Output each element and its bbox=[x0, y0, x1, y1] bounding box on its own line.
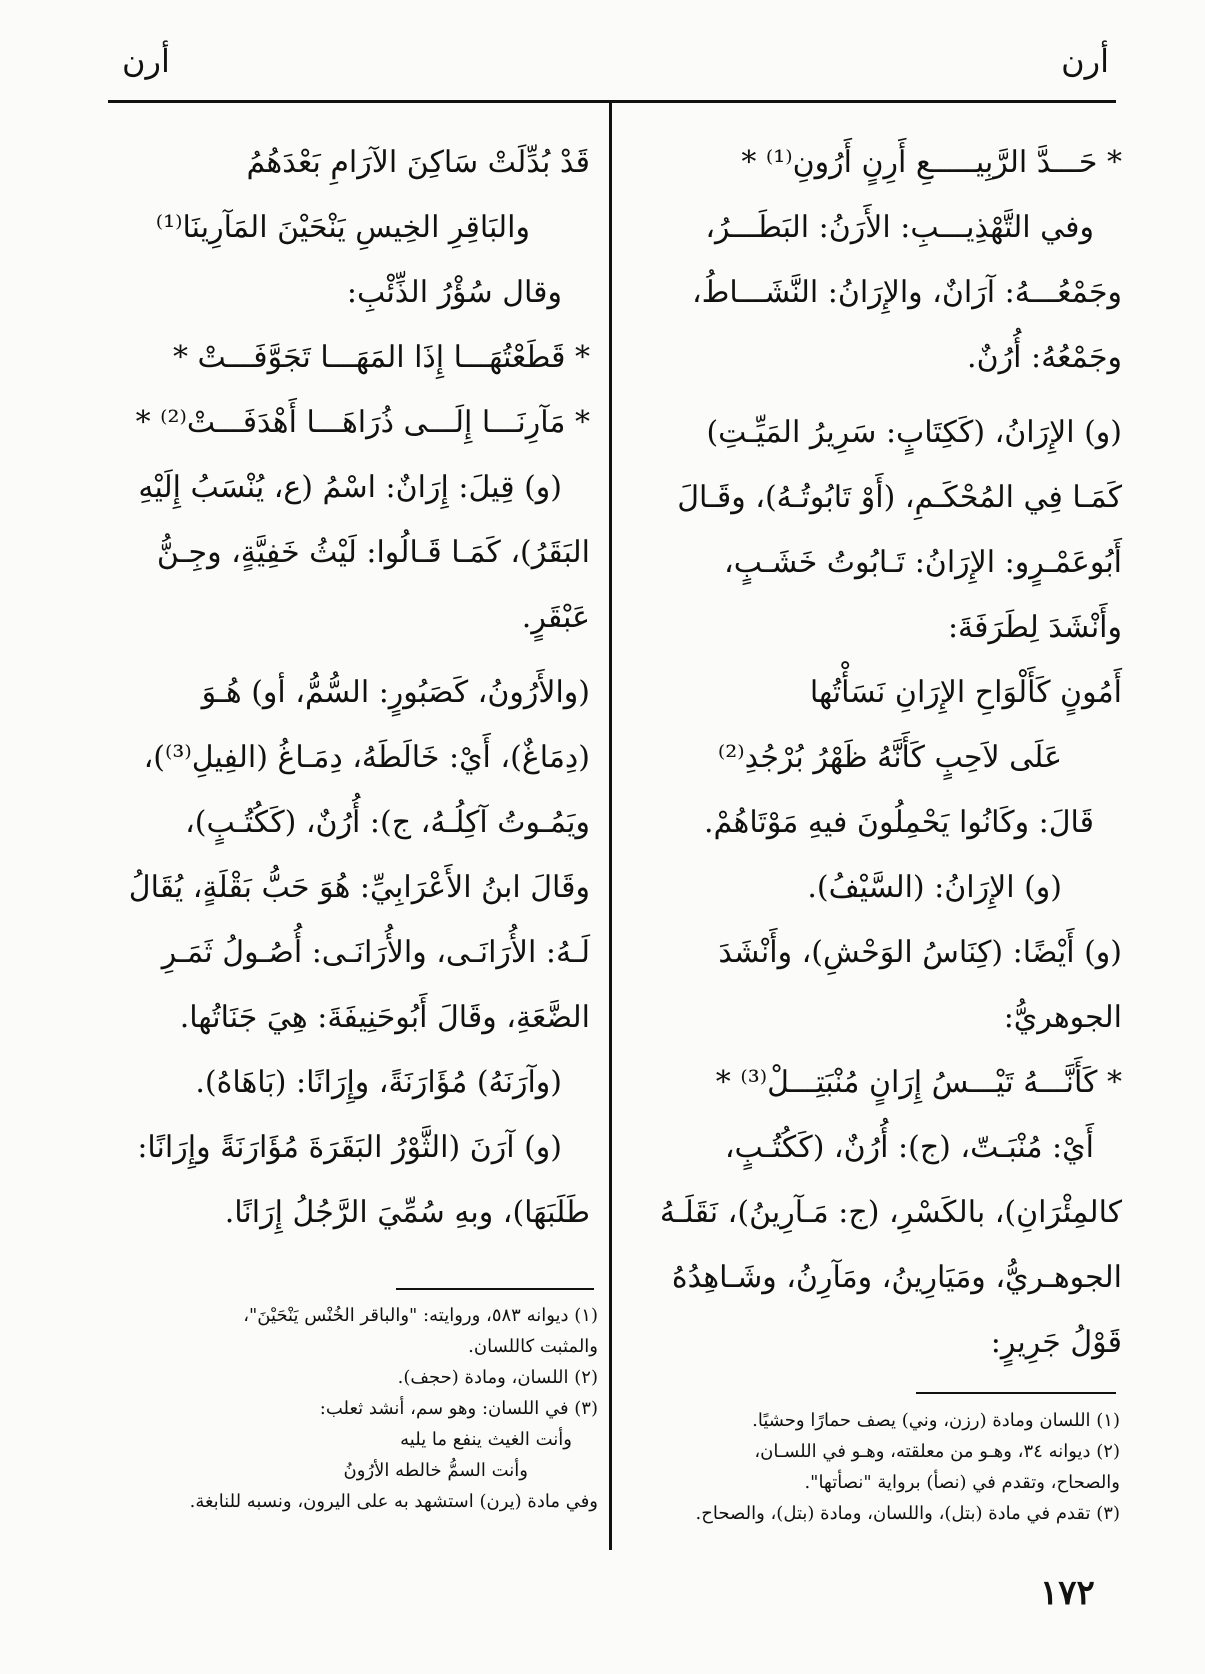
running-head-right: أرن bbox=[1061, 42, 1109, 80]
text-line: (و) الإِرَانُ، (كَكِتَابٍ: سَرِيرُ المَيِّـتِ) bbox=[706, 415, 1122, 450]
footnote: (٢) ديوانه ٣٤، وهـو من معلقته، وهـو في اللسـان، bbox=[754, 1441, 1120, 1462]
column-divider bbox=[609, 100, 612, 1550]
verse-line: أَمُونٍ كَأَلْوَاحِ الإِرَانِ نَسَأْتُها bbox=[809, 675, 1122, 710]
text-line: طَلَبَهَا)، وبهِ سُمِّيَ الرَّجُلُ إِرَانًا. bbox=[224, 1195, 590, 1230]
text-line: وقال سُؤْرُ الذِّئْبِ: bbox=[346, 275, 562, 310]
verse-line: * مَآرِنَـــا إِلَـــى ذُرَاهَـــا أَهْدَفَـــتْ⁽²⁾ * bbox=[135, 405, 590, 440]
text-line: الضَّعَةِ، وقَالَ أَبُوحَنِيفَةَ: هِيَ جَنَاتُها. bbox=[179, 1000, 590, 1035]
text-line: (و) قِيلَ: إِرَانٌ: اسْمُ (ع، يُنْسَبُ إِلَيْهِ bbox=[138, 470, 562, 505]
text-line: وفي التَّهْذِيـــبِ: الأَرَنُ: البَطَـــرُ، bbox=[705, 210, 1094, 245]
text-line: كَمَـا فِي المُحْكَـمِ، (أَوْ تَابُوتُـهُ)، وقَـالَ bbox=[677, 480, 1122, 515]
text-line: الجوهـريُّ، ومَيَارِينُ، ومَآرِنُ، وشَـاهِدُهُ bbox=[671, 1260, 1122, 1295]
text-line: أَيْ: مُنْبَـتّ، (ج): أُرُنٌ، (كَكُتُـبٍ، bbox=[724, 1130, 1094, 1165]
footnote-rule-left bbox=[396, 1288, 594, 1290]
footnote: (٣) في اللسان: وهو سم، أنشد ثعلب: bbox=[319, 1398, 598, 1419]
running-head-left: أرن bbox=[122, 42, 170, 80]
text-line: عَبْقَرٍ. bbox=[521, 600, 590, 635]
page-number: ١٧٢ bbox=[1040, 1573, 1095, 1613]
text-line: أَبُوعَمْـرٍو: الإِرَانُ: تَـابُوتُ خَشَـبٍ، bbox=[724, 545, 1122, 580]
verse-line: * قَطَعْتُهَـــا إِذَا المَهَـــا تَجَوَّفَـــتْ * bbox=[172, 340, 590, 375]
footnotes-right bbox=[640, 1405, 1120, 1529]
footnote-verse: وأنت الغيث ينفع ما يليه bbox=[400, 1429, 572, 1450]
right-column bbox=[652, 130, 1122, 1375]
header-rule bbox=[108, 100, 1116, 103]
left-column bbox=[112, 130, 590, 1245]
text-line: لَـهُ: الأُرَانَـى، والأُرَانَـى: أُصُـولُ ثَمَـرِ bbox=[161, 935, 590, 970]
text-line: كالمِئْرَانِ)، بالكَسْرِ، (ج: مَـآرِينُ)، نَقَلَـهُ bbox=[659, 1195, 1122, 1230]
text-line: وجَمْعُهُ: أُرُنٌ. bbox=[967, 340, 1122, 375]
text-line: البَقَرُ)، كَمَـا قَـالُوا: لَيْثُ خَفِيَّةٍ، وجِـنُّ bbox=[156, 535, 590, 570]
footnote: (٣) تقدم في مادة (بتل)، واللسان، ومادة (بتل)، والصحاح. bbox=[695, 1503, 1120, 1524]
text-line: قَالَ: وكَانُوا يَحْمِلُونَ فيهِ مَوْتَاهُمْ. bbox=[704, 805, 1094, 840]
footnote: (١) ديوانه ٥٨٣، وروايته: "والباقر الخُنْس يَنْحَيْنَ"، bbox=[243, 1305, 598, 1326]
text-line: (وآرَنَهُ) مُؤَارَنَةً، وإِرَانًا: (بَاهَاهُ). bbox=[195, 1065, 562, 1100]
text-line: (و) أَيْضًا: (كِنَاسُ الوَحْشِ)، وأَنْشَدَ bbox=[718, 935, 1122, 970]
footnote: والصحاح، وتقدم في (نصأ) برواية "نصأتها". bbox=[804, 1472, 1120, 1493]
text-line: وأَنْشَدَ لِطَرَفَةَ: bbox=[947, 610, 1122, 645]
footnote: والمثبت كاللسان. bbox=[468, 1336, 598, 1357]
text-line: وجَمْعُـــهُ: آرَانٌ، والإِرَانُ: النَّشَـــاطُ، bbox=[691, 275, 1122, 310]
text-line: ويَمُـوتُ آكِلُـهُ، ج): أُرُنٌ، (كَكُتُـبٍ)، bbox=[185, 805, 590, 840]
footnote: (١) اللسان ومادة (رزن، وني) يصف حمارًا وحشيًا. bbox=[752, 1410, 1120, 1431]
verse-line: قَدْ بُدِّلَتْ سَاكِنَ الآرَامِ بَعْدَهُمُ bbox=[246, 145, 590, 180]
verse-line: عَلَى لاَحِبٍ كَأَنَّهُ ظَهْرُ بُرْجُدِ⁽²⁾ bbox=[717, 740, 1062, 775]
verse-line: * كَأَنَّـــهُ تَيْـــسُ إِرَانٍ مُنْبَتِـــلْ⁽³⁾ * bbox=[715, 1065, 1122, 1100]
text-line: (والأَرُونُ، كَصَبُورٍ: السُّمُّ، أو) هُـوَ bbox=[201, 675, 590, 710]
footnotes-left bbox=[106, 1300, 598, 1517]
verse-line: * حَـــدَّ الرَّبِيـــــعِ أَرِنٍ أَرُونِ⁽¹⁾ * bbox=[741, 145, 1122, 180]
text-line: (و) آرَنَ (الثَّوْرُ البَقَرَةَ مُؤَارَنَةً وإِرَانًا: bbox=[137, 1130, 562, 1165]
text-line: وقَالَ ابنُ الأَعْرَابِيِّ: هُوَ حَبُّ بَقْلَةٍ، يُقَالُ bbox=[128, 870, 590, 905]
text-line: (و) الإِرَانُ: (السَّيْفُ). bbox=[807, 870, 1062, 905]
text-line: الجوهريُّ: bbox=[1003, 1000, 1122, 1035]
verse-line: والبَاقِرِ الخِيسِ يَنْحَيْنَ المَآرِينَا⁽¹⁾ bbox=[155, 210, 530, 245]
footnote-verse: وأنت السمُّ خالطه الأرُونُ bbox=[343, 1460, 528, 1481]
text-line: قَوْلُ جَرِيرٍ: bbox=[990, 1325, 1122, 1360]
text-line: (دِمَاغٌ)، أَيْ: خَالَطَهُ، دِمَـاغُ (الفِيلِ⁽³⁾)، bbox=[143, 740, 590, 775]
footnote: (٢) اللسان، ومادة (حجف). bbox=[397, 1367, 598, 1388]
footnote: وفي مادة (يرن) استشهد به على اليرون، ونسبه للنابغة. bbox=[189, 1491, 598, 1512]
footnote-rule-right bbox=[916, 1392, 1116, 1394]
